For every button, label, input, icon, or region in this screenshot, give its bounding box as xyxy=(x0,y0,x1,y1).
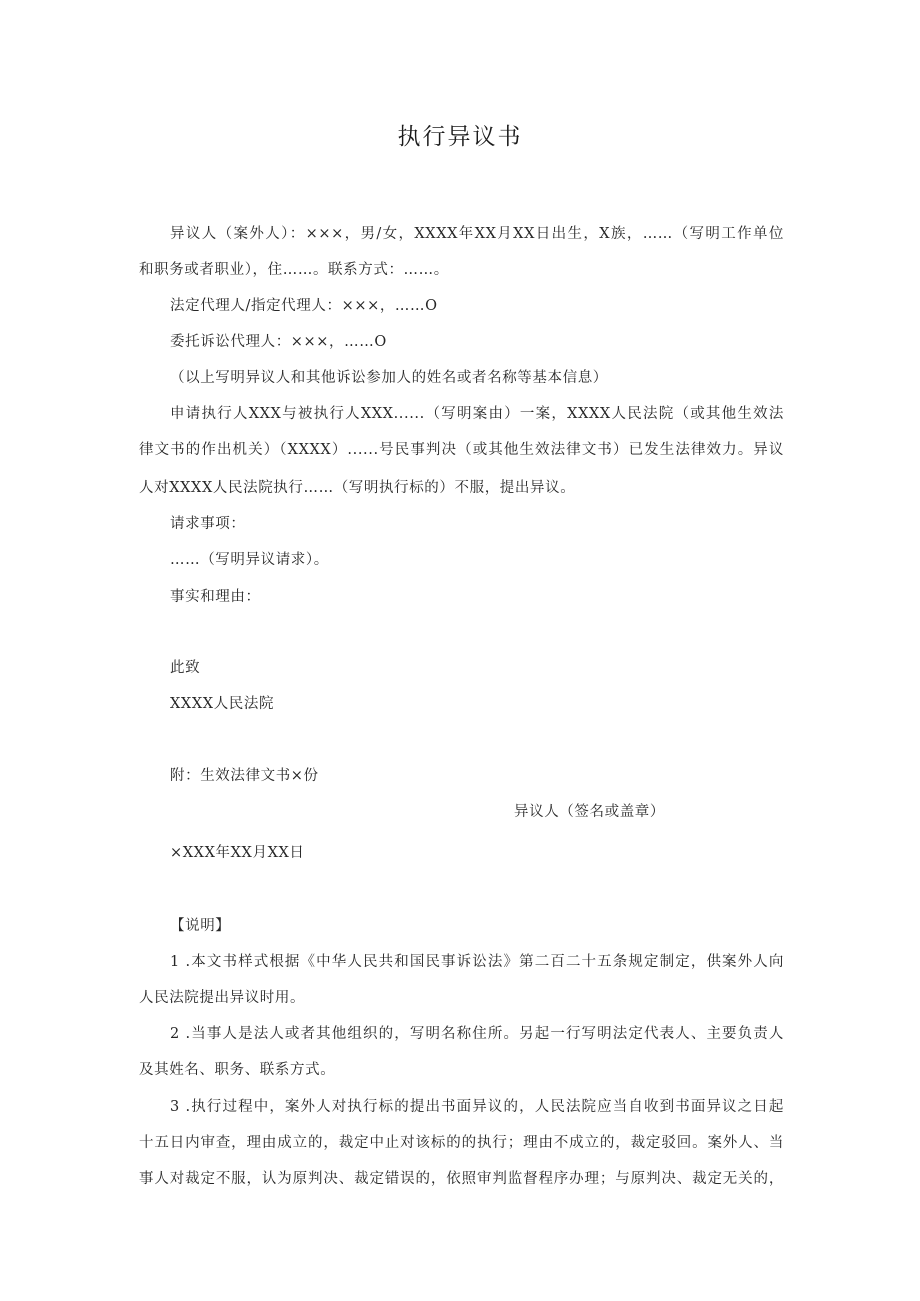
note-2-line-2: 及其姓名、职务、联系方式。 xyxy=(139,1062,336,1078)
request-body: ……（写明异议请求）。 xyxy=(170,552,329,568)
party-info-line-2: 和职务或者职业），住……。联系方式：……。 xyxy=(139,262,449,278)
request-heading: 请求事项： xyxy=(170,516,246,532)
party-note-line: （以上写明异议人和其他诉讼参加人的姓名或者名称等基本信息） xyxy=(170,370,608,386)
case-line-3: 人对XXXX人民法院执行……（写明执行标的）不服，提出异议。 xyxy=(139,480,576,496)
legal-agent-line: 法定代理人/指定代理人：×××，……O xyxy=(170,298,438,314)
note-2-line-1: 2 .当事人是法人或者其他组织的，写明名称住所。另起一行写明法定代表人、主要负责人 xyxy=(170,1026,784,1042)
notes-heading: 【说明】 xyxy=(170,918,231,934)
case-line-2: 律文书的作出机关）（XXXX）......号民事判决（或其他生效法律文书）已发生法律效力。异议 xyxy=(139,442,784,458)
date-line: ×XXX年XX月XX日 xyxy=(170,845,305,861)
case-line-1: 申请执行人XXX与被执行人XXX......（写明案由）一案，XXXX人民法院（或其他生效法 xyxy=(170,406,784,422)
document-title: 执行异议书 xyxy=(397,124,523,150)
note-3-line-3: 事人对裁定不服，认为原判决、裁定错误的，依照审判监督程序办理；与原判决、裁定无关的， xyxy=(139,1171,784,1187)
party-info-line-1: 异议人（案外人）：×××，男/女，XXXX年XX月XX日出生，X族，……（写明工作单位 xyxy=(170,226,784,242)
note-3-line-2: 十五日内审查，理由成立的，裁定中止对该标的的执行；理由不成立的，裁定驳回。案外人、当 xyxy=(139,1135,784,1151)
signature-line: 异议人（签名或盖章） xyxy=(514,804,665,820)
closing-salutation: 此致 xyxy=(170,660,201,676)
note-1-line-1: 1 .本文书样式根据《中华人民共和国民事诉讼法》第二百二十五条规定制定，供案外人向 xyxy=(170,954,784,970)
litigation-agent-line: 委托诉讼代理人：×××，……O xyxy=(170,334,387,350)
attachment-line: 附：生效法律文书×份 xyxy=(170,768,319,784)
facts-heading: 事实和理由： xyxy=(170,589,261,605)
court-name: XXXX人民法院 xyxy=(170,696,275,712)
note-3-line-1: 3 .执行过程中，案外人对执行标的提出书面异议的，人民法院应当自收到书面异议之日起 xyxy=(170,1099,784,1115)
note-1-line-2: 人民法院提出异议时用。 xyxy=(139,990,306,1006)
